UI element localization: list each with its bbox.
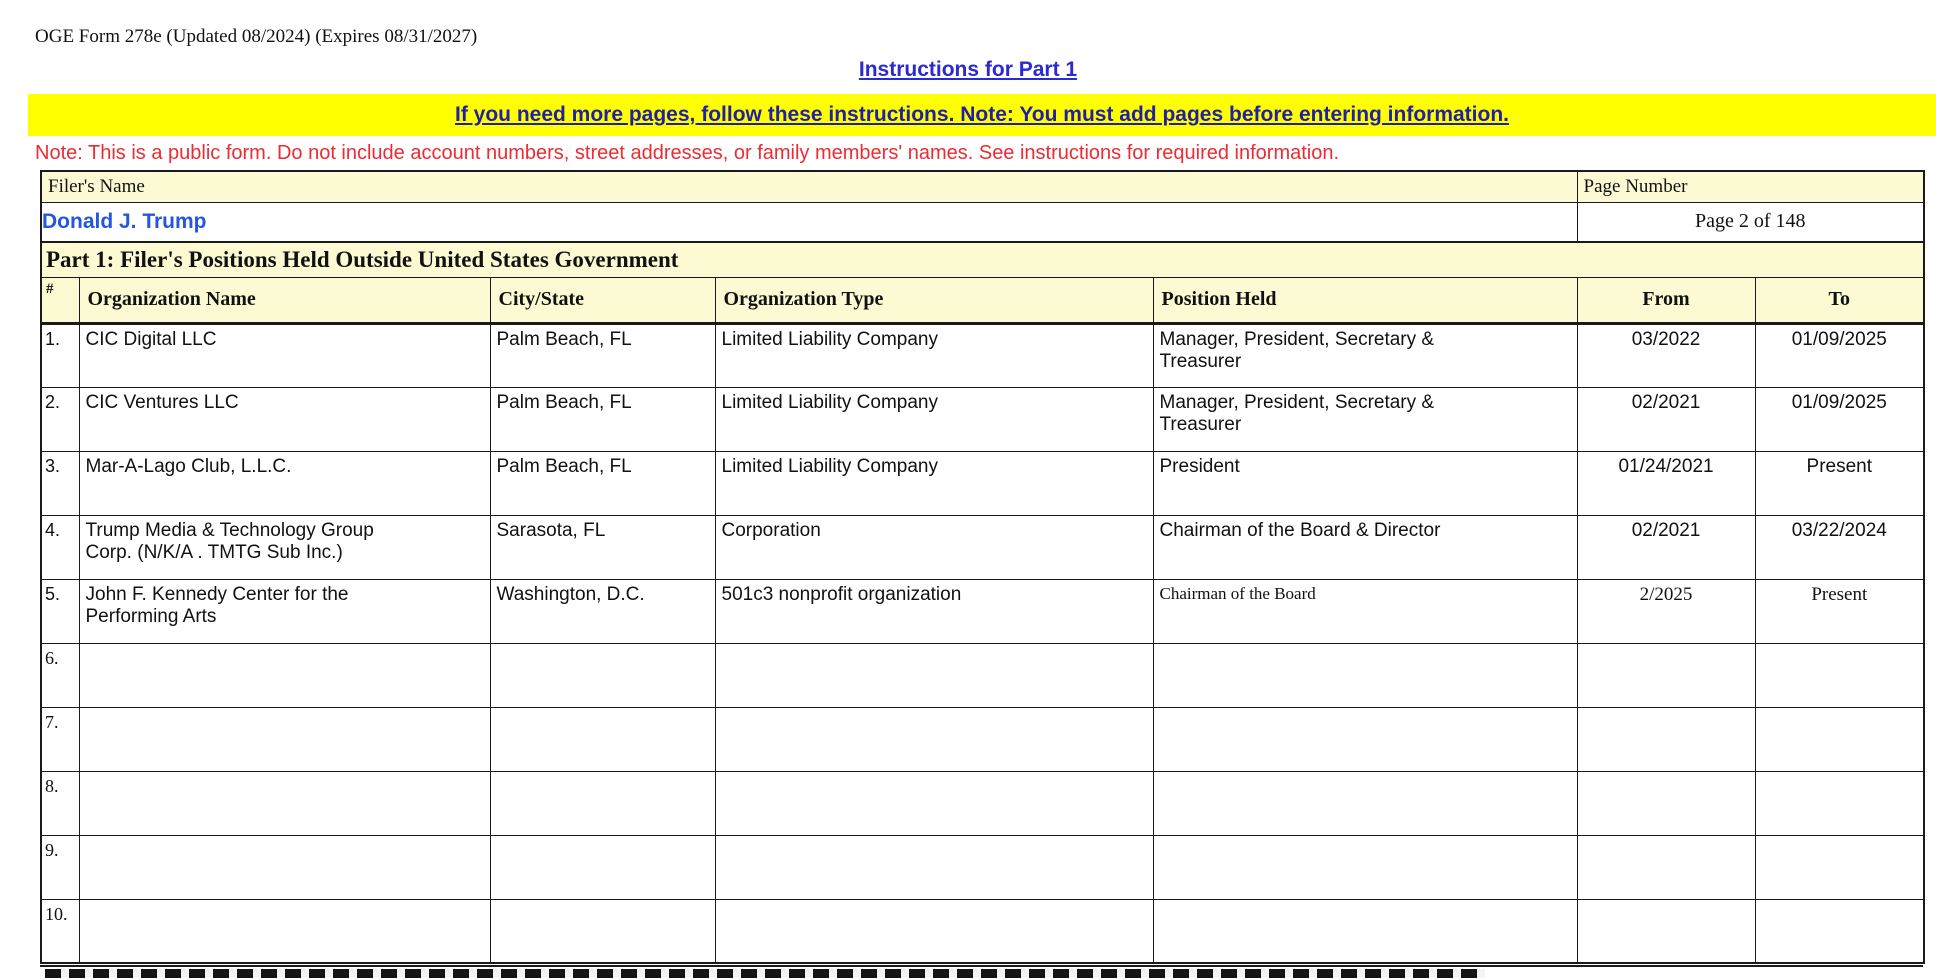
cell-position-held — [1153, 899, 1577, 963]
cell-organization-type — [715, 835, 1153, 899]
col-header-position-held: Position Held — [1153, 277, 1577, 323]
page-break-dashes — [45, 969, 1485, 978]
cell-to — [1755, 707, 1924, 771]
filers-name-label: Filer's Name — [41, 171, 1577, 202]
cell-to: 03/22/2024 — [1755, 515, 1924, 579]
cell-to — [1755, 899, 1924, 963]
instructions-for-part1-link[interactable]: Instructions for Part 1 — [858, 58, 1078, 81]
cell-city-state — [490, 771, 715, 835]
cell-city-state — [490, 899, 715, 963]
cell-organization-type — [715, 771, 1153, 835]
row-number: 5. — [41, 579, 79, 643]
cell-position-held — [1153, 835, 1577, 899]
row-number: 1. — [41, 323, 79, 387]
cell-to — [1755, 835, 1924, 899]
cell-organization-name: Mar-A-Lago Club, L.L.C. — [79, 451, 490, 515]
cell-position-held: Manager, President, Secretary & Treasurer — [1153, 387, 1577, 451]
cell-organization-type: 501c3 nonprofit organization — [715, 579, 1153, 643]
cell-organization-type — [715, 707, 1153, 771]
filer-name-value: Donald J. Trump — [41, 202, 1577, 242]
cell-organization-type: Limited Liability Company — [715, 323, 1153, 387]
row-number: 6. — [41, 643, 79, 707]
table-row-9 — [41, 835, 1924, 899]
add-pages-banner — [28, 94, 1936, 136]
table-row-5 — [41, 579, 1924, 643]
cell-position-held: President — [1153, 451, 1577, 515]
table-row-2 — [41, 387, 1924, 451]
cell-from: 2/2025 — [1577, 579, 1755, 643]
row-number: 9. — [41, 835, 79, 899]
cell-to — [1755, 643, 1924, 707]
cell-city-state: Sarasota, FL — [490, 515, 715, 579]
row-number: 2. — [41, 387, 79, 451]
cell-from — [1577, 835, 1755, 899]
cell-organization-type: Limited Liability Company — [715, 451, 1153, 515]
col-header-city-state: City/State — [490, 277, 715, 323]
cell-from: 02/2021 — [1577, 515, 1755, 579]
cell-position-held — [1153, 707, 1577, 771]
cell-city-state: Washington, D.C. — [490, 579, 715, 643]
table-bottom-rule — [40, 965, 1923, 967]
table-row-3 — [41, 451, 1924, 515]
cell-from — [1577, 707, 1755, 771]
cell-organization-type: Limited Liability Company — [715, 387, 1153, 451]
public-form-note: Note: This is a public form. Do not include account numbers, street addresses, or family members' names. See instructions for required information. — [35, 142, 1340, 164]
cell-organization-name — [79, 835, 490, 899]
col-header-to: To — [1755, 277, 1924, 323]
cell-city-state — [490, 707, 715, 771]
cell-to: Present — [1755, 579, 1924, 643]
cell-organization-type — [715, 899, 1153, 963]
cell-from — [1577, 899, 1755, 963]
page-number-label: Page Number — [1577, 171, 1924, 202]
row-number: 4. — [41, 515, 79, 579]
page-number-value: Page 2 of 148 — [1577, 202, 1924, 242]
filer-label-row — [41, 171, 1924, 202]
cell-city-state: Palm Beach, FL — [490, 387, 715, 451]
cell-from: 03/2022 — [1577, 323, 1755, 387]
cell-to: 01/09/2025 — [1755, 387, 1924, 451]
table-row-7 — [41, 707, 1924, 771]
cell-to: Present — [1755, 451, 1924, 515]
filer-value-row — [41, 202, 1924, 242]
cell-city-state: Palm Beach, FL — [490, 323, 715, 387]
row-number: 10. — [41, 899, 79, 963]
cell-organization-type — [715, 643, 1153, 707]
cell-position-held: Manager, President, Secretary & Treasurer — [1153, 323, 1577, 387]
part1-title-row — [41, 242, 1924, 277]
cell-to: 01/09/2025 — [1755, 323, 1924, 387]
add-pages-instructions-link[interactable]: If you need more pages, follow these instructions. Note: You must add pages before entering information. — [454, 103, 1510, 126]
col-header-organization-name: Organization Name — [79, 277, 490, 323]
positions-table — [40, 170, 1925, 964]
row-number: 3. — [41, 451, 79, 515]
cell-position-held: Chairman of the Board & Director — [1153, 515, 1577, 579]
cell-from: 01/24/2021 — [1577, 451, 1755, 515]
col-header-organization-type: Organization Type — [715, 277, 1153, 323]
cell-position-held: Chairman of the Board — [1153, 579, 1577, 643]
table-row-10 — [41, 899, 1924, 963]
cell-from — [1577, 643, 1755, 707]
cell-city-state — [490, 835, 715, 899]
cell-organization-name: John F. Kennedy Center for the Performing Arts — [79, 579, 490, 643]
cell-organization-type: Corporation — [715, 515, 1153, 579]
table-row-1 — [41, 323, 1924, 387]
table-row-6 — [41, 643, 1924, 707]
cell-city-state — [490, 643, 715, 707]
col-header-from: From — [1577, 277, 1755, 323]
form-id-line: OGE Form 278e (Updated 08/2024) (Expires 08/31/2027) — [35, 26, 478, 47]
cell-position-held — [1153, 771, 1577, 835]
cell-position-held — [1153, 643, 1577, 707]
cell-from: 02/2021 — [1577, 387, 1755, 451]
cell-organization-name — [79, 707, 490, 771]
cell-organization-name: CIC Digital LLC — [79, 323, 490, 387]
row-number: 7. — [41, 707, 79, 771]
cell-organization-name — [79, 643, 490, 707]
table-row-4 — [41, 515, 1924, 579]
cell-organization-name: Trump Media & Technology Group Corp. (N/K/A . TMTG Sub Inc.) — [79, 515, 490, 579]
cell-from — [1577, 771, 1755, 835]
table-row-8 — [41, 771, 1924, 835]
col-header-number: # — [41, 277, 79, 323]
row-number: 8. — [41, 771, 79, 835]
cell-city-state: Palm Beach, FL — [490, 451, 715, 515]
cell-organization-name — [79, 899, 490, 963]
cell-organization-name: CIC Ventures LLC — [79, 387, 490, 451]
column-header-row — [41, 277, 1924, 323]
cell-to — [1755, 771, 1924, 835]
instructions-row — [0, 58, 1936, 82]
part1-title: Part 1: Filer's Positions Held Outside United States Government — [41, 242, 1924, 277]
cell-organization-name — [79, 771, 490, 835]
